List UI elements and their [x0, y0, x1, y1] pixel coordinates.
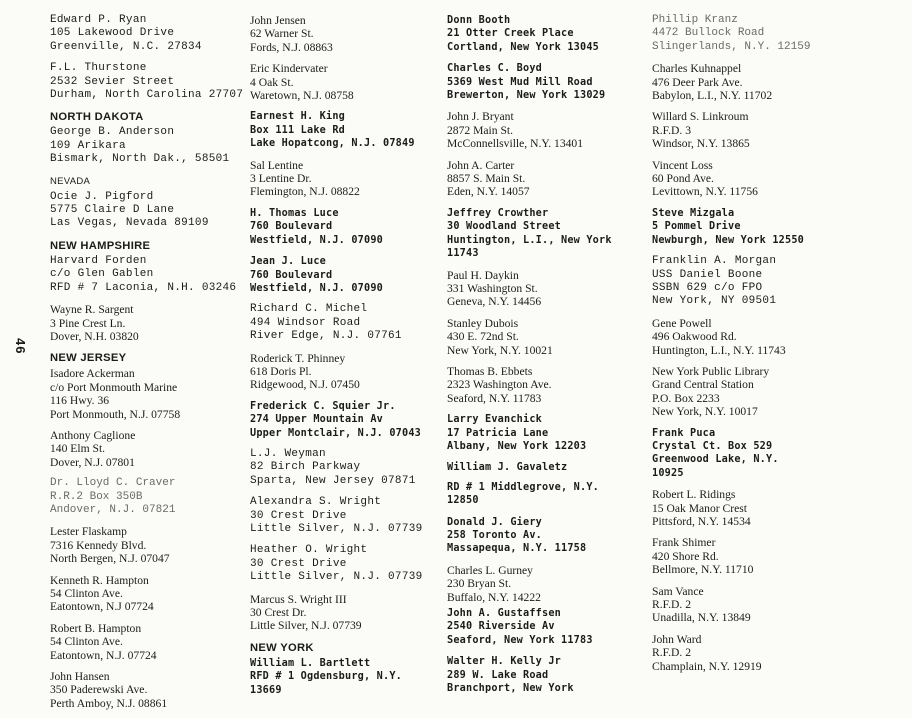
- entry-address-line: Dover, N.J. 07801: [50, 455, 135, 469]
- entry-address-line: Cortland, New York 13045: [447, 41, 600, 53]
- entry-address-line: 494 Windsor Road: [250, 316, 361, 329]
- entry-name: Eric Kindervater: [250, 62, 328, 76]
- entry-address-line: Brewerton, New York 13029: [447, 90, 606, 102]
- entry-address-line: USS Daniel Boone: [652, 268, 763, 281]
- entry-address-line: RD # 1 Middlegrove, N.Y.: [447, 481, 600, 493]
- entry-name: William L. Bartlett: [250, 657, 371, 669]
- entry-address-line: Eden, N.Y. 14057: [447, 185, 530, 199]
- entry-address-line: Pittsford, N.Y. 14534: [652, 515, 751, 528]
- address-entry: [447, 317, 652, 357]
- entry-address-line: Huntington, L.I., N.Y. 11743: [652, 343, 786, 357]
- entry-address-line: Greenville, N.C. 27834: [50, 40, 202, 53]
- entry-address-line: 4472 Bullock Road: [652, 27, 765, 40]
- address-entry: [447, 607, 652, 647]
- entry-name: Heather O. Wright: [250, 544, 368, 557]
- entry-address-line: Fords, N.J. 08863: [250, 40, 333, 54]
- entry-name: Willard S. Linkroum: [652, 110, 749, 124]
- state-heading: NEW JERSEY: [50, 352, 127, 365]
- entry-name: Jean J. Luce: [250, 256, 327, 268]
- entry-name: Donn Booth: [447, 15, 511, 26]
- entry-address-line: Eatontown, N.J. 07724: [50, 648, 157, 662]
- address-entry: [50, 255, 255, 295]
- entry-name: Richard C. Michel: [250, 303, 368, 316]
- entry-address-line: 12850: [447, 495, 479, 507]
- entry-address-line: 2323 Washington Ave.: [447, 378, 552, 392]
- entry-address-line: 21 Otter Creek Place: [447, 28, 574, 40]
- entry-address-line: 420 Shore Rd.: [652, 549, 719, 563]
- entry-name: John A. Carter: [447, 158, 515, 172]
- entry-address-line: Dover, N.H. 03820: [50, 329, 139, 343]
- address-entry: [447, 110, 652, 150]
- entry-name: John A. Gustaffsen: [447, 608, 562, 620]
- address-entry: [652, 14, 887, 54]
- address-entry: [652, 159, 887, 199]
- entry-name: Frank Shimer: [652, 536, 716, 550]
- entry-address-line: 760 Boulevard: [250, 221, 333, 233]
- address-entry: [652, 317, 887, 357]
- entry-address-line: River Edge, N.J. 07761: [250, 330, 402, 343]
- address-entry: [250, 496, 455, 536]
- address-entry: [447, 516, 652, 556]
- entry-name: Isadore Ackerman: [50, 367, 135, 381]
- entry-name: Charles L. Gurney: [447, 563, 533, 577]
- entry-address-line: 17 Patricia Lane: [447, 427, 549, 439]
- entry-address-line: 3 Pine Crest Ln.: [50, 316, 126, 330]
- entry-name: Edward P. Ryan: [50, 14, 147, 26]
- entry-address-line: R.R.2 Box 350B: [50, 490, 143, 503]
- address-entry: [447, 62, 652, 102]
- address-entry: [50, 14, 255, 54]
- entry-address-line: 331 Washington St.: [447, 281, 538, 295]
- entry-address-line: Eatontown, N.J 07724: [50, 600, 154, 614]
- entry-address-line: 230 Bryan St.: [447, 577, 512, 591]
- entry-address-line: 54 Clinton Ave.: [50, 587, 123, 600]
- address-entry: [50, 62, 255, 102]
- entry-address-line: Perth Amboy, N.J. 08861: [50, 696, 168, 710]
- address-entry: [652, 365, 887, 419]
- directory-column-3: [447, 14, 652, 703]
- entry-name: Franklin A. Morgan: [652, 255, 777, 268]
- address-entry: [447, 564, 652, 604]
- entry-name: H. Thomas Luce: [250, 207, 339, 219]
- entry-address-line: Port Monmouth, N.J. 07758: [50, 407, 181, 421]
- entry-address-line: 5775 Claire D Lane: [50, 204, 175, 217]
- entry-address-line: R.F.D. 3: [652, 123, 692, 137]
- address-entry: [652, 427, 887, 481]
- entry-address-line: 496 Oakwood Rd.: [652, 330, 737, 344]
- entry-address-line: 274 Upper Mountain Av: [250, 414, 384, 426]
- address-entry: [250, 657, 455, 697]
- entry-name: Alexandra S. Wright: [250, 496, 382, 509]
- address-entry: [652, 62, 887, 102]
- entry-address-line: Babylon, L.I., N.Y. 11702: [652, 89, 773, 103]
- entry-address-line: Huntington, L.I., New York: [447, 234, 612, 246]
- entry-name: Frederick C. Squier Jr.: [250, 400, 396, 412]
- entry-address-line: 2540 Riverside Av: [447, 621, 555, 633]
- entry-address-line: 30 Woodland Street: [447, 221, 562, 233]
- state-heading: NEVADA: [50, 175, 91, 187]
- entry-address-line: 109 Arikara: [50, 139, 126, 152]
- entry-address-line: Waretown, N.J. 08758: [250, 89, 354, 103]
- entry-name: Gene Powell: [652, 316, 712, 330]
- entry-address-line: 30 Crest Drive: [250, 509, 347, 522]
- entry-address-line: New York, N.Y. 10017: [652, 405, 758, 419]
- entry-address-line: 82 Birch Parkway: [250, 461, 361, 474]
- address-entry: [50, 191, 255, 231]
- entry-name: Ocie J. Pigford: [50, 190, 154, 203]
- entry-name: Paul H. Daykin: [447, 268, 519, 282]
- address-entry: [447, 159, 652, 199]
- entry-address-line: 618 Doris Pl.: [250, 364, 312, 378]
- address-entry: [250, 159, 455, 199]
- address-entry: [250, 207, 455, 247]
- entry-address-line: New York, N.Y. 10021: [447, 343, 553, 357]
- entry-name: Donald J. Giery: [447, 516, 543, 528]
- entry-address-line: New York, NY 09501: [652, 295, 777, 308]
- entry-name: Steve Mizgala: [652, 207, 735, 219]
- entry-name: George B. Anderson: [50, 126, 175, 139]
- entry-name: Charles Kuhnappel: [652, 62, 742, 76]
- address-entry: [250, 14, 455, 54]
- entry-name: Robert B. Hampton: [50, 621, 142, 635]
- entry-address-line: Geneva, N.Y. 14456: [447, 295, 542, 309]
- address-entry: [250, 255, 455, 295]
- entry-address-line: Westfield, N.J. 07090: [250, 282, 384, 294]
- entry-address-line: Lake Hopatcong, N.J. 07849: [250, 138, 415, 150]
- entry-name: Harvard Forden: [50, 254, 147, 267]
- entry-name: Charles C. Boyd: [447, 63, 543, 75]
- entry-name: Thomas B. Ebbets: [447, 364, 533, 378]
- entry-address-line: 30 Crest Drive: [250, 557, 347, 570]
- entry-address-line: 5369 West Mud Mill Road: [447, 76, 593, 88]
- entry-address-line: Las Vegas, Nevada 89109: [50, 217, 209, 230]
- entry-name: Larry Evanchick: [447, 414, 543, 426]
- entry-name: John J. Bryant: [447, 110, 514, 124]
- entry-address-line: Slingerlands, N.Y. 12159: [652, 40, 811, 53]
- address-entry: [447, 14, 652, 54]
- address-entry: [250, 593, 455, 633]
- entry-address-line: RFD # 7 Laconia, N.H. 03246: [50, 281, 237, 294]
- address-entry: [652, 633, 887, 673]
- address-entry: [250, 400, 455, 440]
- address-entry: [652, 488, 887, 528]
- entry-name: New York Public Library: [652, 364, 770, 378]
- entry-address-line: 760 Boulevard: [250, 269, 333, 281]
- address-entry: [447, 461, 652, 507]
- entry-address-line: 60 Pond Ave.: [652, 172, 714, 186]
- entry-address-line: c/o Port Monmouth Marine: [50, 380, 178, 394]
- directory-column-2: [250, 14, 455, 705]
- entry-name: F.L. Thurstone: [50, 62, 147, 75]
- entry-address-line: c/o Glen Gablen: [50, 268, 154, 281]
- entry-address-line: Buffalo, N.Y. 14222: [447, 590, 541, 604]
- entry-name: John Hansen: [50, 670, 110, 684]
- entry-address-line: 3 Lentine Dr.: [250, 172, 312, 186]
- entry-address-line: Little Silver, N.J. 07739: [250, 523, 423, 535]
- address-entry: [250, 303, 455, 343]
- address-entry: [447, 269, 652, 309]
- entry-name: Sam Vance: [652, 584, 704, 598]
- address-entry: [447, 655, 652, 695]
- entry-address-line: 2532 Sevier Street: [50, 75, 175, 88]
- entry-address-line: 116 Hwy. 36: [50, 394, 110, 408]
- entry-address-line: Unadilla, N.Y. 13849: [652, 611, 751, 625]
- entry-address-line: P.O. Box 2233: [652, 391, 720, 405]
- entry-address-line: Seaford, New York 11783: [447, 634, 593, 646]
- entry-name: Stanley Dubois: [447, 316, 519, 330]
- entry-address-line: North Bergen, N.J. 07047: [50, 552, 170, 566]
- entry-address-line: 30 Crest Dr.: [250, 606, 307, 620]
- entry-address-line: SSBN 629 c/o FPO: [652, 281, 763, 294]
- entry-address-line: 289 W. Lake Road: [447, 669, 549, 681]
- entry-address-line: 7316 Kennedy Blvd.: [50, 538, 147, 552]
- entry-address-line: Levittown, N.Y. 11756: [652, 185, 758, 199]
- page-number: 46: [13, 338, 28, 355]
- entry-address-line: McConnellsville, N.Y. 13401: [447, 137, 584, 151]
- address-entry: [50, 477, 255, 517]
- entry-address-line: 2872 Main St.: [447, 123, 514, 137]
- entry-name: Marcus S. Wright III: [250, 592, 347, 606]
- entry-name: Anthony Caglione: [50, 428, 136, 442]
- entry-name: Phillip Kranz: [652, 14, 738, 26]
- entry-address-line: 105 Lakewood Drive: [50, 27, 175, 40]
- entry-name: Walter H. Kelly Jr: [447, 656, 562, 668]
- entry-name: Jeffrey Crowther: [447, 207, 549, 219]
- entry-name: Kenneth R. Hampton: [50, 573, 149, 587]
- entry-name: Frank Puca: [652, 427, 716, 439]
- state-heading: NORTH DAKOTA: [50, 111, 144, 124]
- entry-name: Earnest H. King: [250, 111, 346, 123]
- entry-address-line: 8857 S. Main St.: [447, 172, 526, 186]
- address-entry: [652, 255, 887, 309]
- entry-name: Sal Lentine: [250, 158, 304, 172]
- entry-address-line: RFD # 1 Ogdensburg, N.Y.: [250, 671, 403, 683]
- address-entry: [250, 544, 455, 584]
- address-entry: [250, 110, 455, 150]
- entry-address-line: Massapequa, N.Y. 11758: [447, 543, 587, 555]
- entry-address-line: Windsor, N.Y. 13865: [652, 137, 750, 151]
- address-entry: [652, 536, 887, 576]
- entry-address-line: 4 Oak St.: [250, 75, 294, 89]
- address-entry: [652, 110, 887, 150]
- entry-name: William J. Gavaletz: [447, 462, 568, 474]
- entry-address-line: 350 Paderewski Ave.: [50, 683, 148, 697]
- entry-address-line: Sparta, New Jersey 07871: [250, 474, 416, 487]
- address-entry: [250, 62, 455, 102]
- address-entry: [250, 352, 455, 392]
- entry-name: Wayne R. Sargent: [50, 303, 134, 317]
- entry-name: Robert L. Ridings: [652, 488, 736, 502]
- entry-address-line: 258 Toronto Av.: [447, 530, 543, 541]
- entry-address-line: Box 111 Lake Rd: [250, 124, 346, 136]
- entry-address-line: Andover, N.J. 07821: [50, 503, 176, 516]
- address-entry: [447, 207, 652, 261]
- address-entry: [50, 429, 255, 469]
- entry-name: John Ward: [652, 632, 702, 646]
- address-entry: [250, 448, 455, 488]
- entry-address-line: 140 Elm St.: [50, 442, 106, 456]
- entry-name: Lester Flaskamp: [50, 525, 127, 539]
- entry-address-line: Branchport, New York: [447, 683, 574, 695]
- entry-address-line: Bismark, North Dak., 58501: [50, 153, 230, 166]
- address-entry: [50, 574, 255, 614]
- entry-address-line: Upper Montclair, N.J. 07043: [250, 427, 422, 439]
- entry-address-line: Little Silver, N.J. 07739: [250, 619, 362, 633]
- entry-address-line: Albany, New York 12203: [447, 440, 587, 452]
- entry-address-line: 15 Oak Manor Crest: [652, 501, 747, 515]
- entry-address-line: Flemington, N.J. 08822: [250, 185, 360, 199]
- entry-address-line: 476 Deer Park Ave.: [652, 75, 743, 89]
- entry-address-line: Bellmore, N.Y. 11710: [652, 563, 754, 577]
- entry-name: Roderick T. Phinney: [250, 351, 346, 365]
- entry-address-line: Little Silver, N.J. 07739: [250, 571, 423, 584]
- address-entry: [50, 525, 255, 565]
- entry-address-line: Durham, North Carolina 27707: [50, 89, 244, 102]
- entry-address-line: Greenwood Lake, N.Y.: [652, 454, 779, 466]
- address-entry: [50, 622, 255, 662]
- entry-address-line: R.F.D. 2: [652, 598, 692, 612]
- entry-address-line: 62 Warner St.: [250, 27, 314, 41]
- entry-address-line: Ridgewood, N.J. 07450: [250, 378, 360, 392]
- state-heading: NEW YORK: [250, 641, 314, 654]
- entry-address-line: 10925: [652, 467, 684, 479]
- address-entry: [50, 367, 255, 421]
- entry-address-line: 5 Pommel Drive: [652, 221, 741, 233]
- entry-name: John Jensen: [250, 14, 306, 27]
- directory-column-1: [50, 14, 255, 718]
- address-entry: [652, 207, 887, 247]
- entry-address-line: 13669: [250, 684, 282, 696]
- entry-address-line: Seaford, N.Y. 11783: [447, 391, 542, 405]
- entry-name: Vincent Loss: [652, 158, 713, 172]
- entry-address-line: 54 Clinton Ave.: [50, 635, 123, 649]
- state-heading: NEW HAMPSHIRE: [50, 239, 151, 252]
- entry-address-line: 430 E. 72nd St.: [447, 330, 519, 344]
- address-entry: [50, 126, 255, 166]
- entry-name: Dr. Lloyd C. Craver: [50, 477, 176, 490]
- entry-address-line: Newburgh, New York 12550: [652, 234, 805, 246]
- directory-column-4: [652, 14, 887, 681]
- entry-address-line: Champlain, N.Y. 12919: [652, 659, 762, 673]
- entry-address-line: 11743: [447, 248, 479, 260]
- address-entry: [447, 365, 652, 405]
- entry-name: L.J. Weyman: [250, 447, 326, 460]
- address-entry: [50, 303, 255, 343]
- entry-address-line: R.F.D. 2: [652, 646, 692, 660]
- entry-address-line: Grand Central Station: [652, 378, 754, 392]
- address-entry: [447, 413, 652, 453]
- entry-address-line: Westfield, N.J. 07090: [250, 234, 384, 246]
- address-entry: [50, 670, 255, 710]
- entry-address-line: Crystal Ct. Box 529: [652, 440, 773, 452]
- address-entry: [652, 585, 887, 625]
